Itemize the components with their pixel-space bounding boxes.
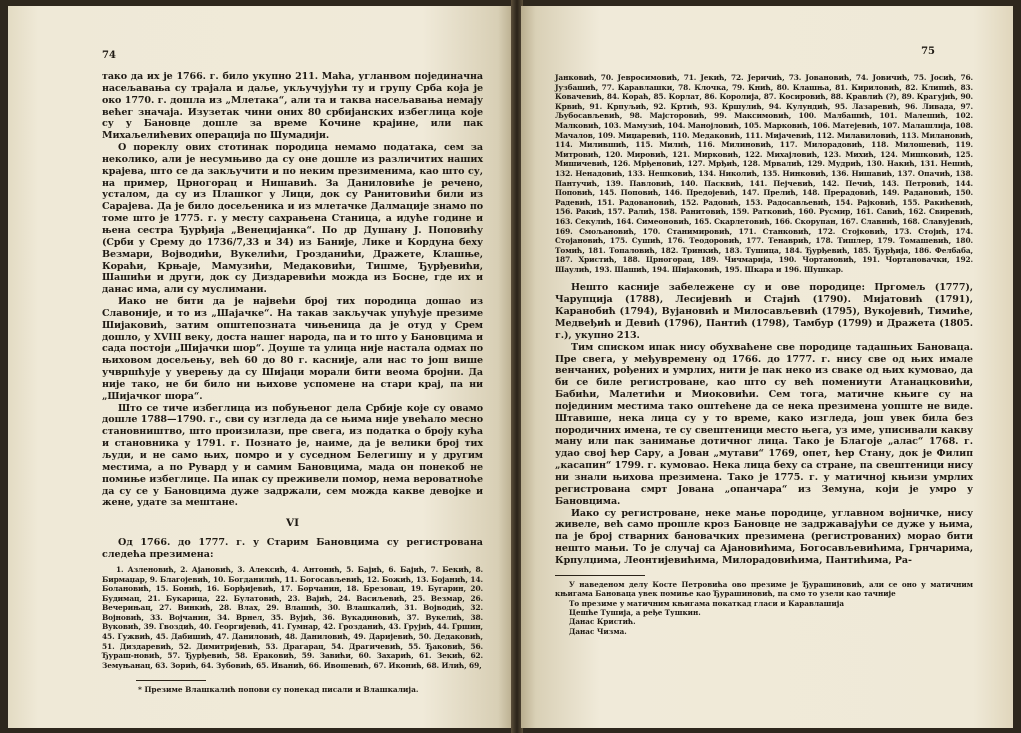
- footnote-divider-left: [136, 680, 206, 681]
- footnote-right-4: Данас Кристић.: [569, 617, 636, 627]
- footnote-right-3: Цешће Тушија, а ређе Тушкин.: [569, 607, 701, 617]
- right-paragraph-3: Иако су регистроване, неке мање породице, углавном војничке, нису живеле, већ само прошле кроз Бановце не задржавајући се дуже у њима, па је број стварних бановачких презимена (регистрованих) морао бити нешто мањи. То је случај са Ајановићима, Богосављевићима, Грнчарима, Крпулџима, Леонтијевићима, Милорадовићима, Пантићима, Ра-: [555, 507, 973, 566]
- surname-list: 1. Азленовић, 2. Ајановић, 3. Алексић, 4. Антонић, 5. Бајић, 6. Бајић, 7. Бекић, 8. Бирмаџар, 9. Благојевић, 10. Богданилић, 11. Богосављевић, 12. Божић, 13. Бојанић, 14. Болановић, 15. Бонић, 16. Борђијевић, 17. Борчанин, 18. Брезовац, 19. Бугарин, 20. Будимац, 21. Букарица, 22. Булатовић, 23. Вајић, 24. Васиљевић, 25. Везмар, 26. Вечерињац, 27. Винкић, 28. Влах, 29. Влашић, 30. Влашкалић, 31. Војводић, 32. Војновић, 33. Војчанин, 34. Врнел, 35. Вујић, 36. Вукадиновић, 37. Вукелић, 38. Вуковић, 39. Гвоздић, 40. Георгијевић, 41. Гумнар, 42. Грозданић, 43. Грујић, 44. Гршин, 45. Гужвић, 45. Дабишић, 47. Даниловић, 48. Даниловић, 49. Даријевић, 50. Дедаковић, 51. Диздаревић, 52. Димитријевић, 53. Драгарац, 54. Драгичевић, 55. Ђаковић, 56. Ђураш-новић, 57. Ђурђевић, 58. Ераковић, 59. Завићи, 60. Захарић, 61. Зекић, 62. Земуњанац, 63. Зорић, 64. Зубовић, 65. Иванић, 66. Ивошевић, 67. Иконић, 68. Илић, 69,: [102, 564, 483, 670]
- section-intro: Од 1766. до 1777. г. у Старим Бановцима су регистрована следећа презимена:: [102, 537, 483, 561]
- footnote-divider-right: [555, 575, 645, 576]
- footnote-left: * Презиме Влашкалић попови су понекад писали и Влашкалија.: [138, 685, 419, 695]
- left-paragraph-4: Што се тиче избеглица из побуњеног дела Србије које су овамо дошле 1788—1790. г., сви су изгледа да се њима није увећало месно становништво, што произилази, пре свега, из податка о броју кућа и становника у 1791. г. Познато је, наиме, да је велики број тих људи, и не само њих, помро и у суседном Белегишу и у другим местима, а по Рувард у и самим Бановцима, мада он понекоб не помиње избеглице. Па ипак су преживели помор, нема вероватноће да су се у Бановцима дуже задржали, сем можда какве девојке и жене, удате за мештане.: [102, 402, 483, 509]
- right-body: [555, 282, 973, 566]
- footnotes-right: [555, 580, 973, 636]
- left-page: [8, 6, 513, 728]
- footnote-right-1: У наведеном делу Косте Петровића ово презиме је Ђурашиновић, али се оно у матичним књигама Бановаца увек помиње као Ђурашиновић, па смо то узели као тачније: [555, 579, 973, 599]
- left-body: [102, 71, 483, 509]
- right-page: [521, 6, 1013, 728]
- surname-list-continued: Јанковић, 70. Јевросимовић, 71. Јекић, 72. Јеричић, 73. Јовановић, 74. Јовичић, 75. Јосић, 76. Јузбашић, 77. Каравлашки, 78. Клочка, 79. Кнић, 80. Клашња, 81. Кириловић, 82. Клипић, 83. Ковачевић, 84. Кораћ, 85. Корлат, 86. Королија, 87. Косировић, 88. Кравлић (?), 89. Крагујић, 90. Крвић, 91. Крпуљић, 92. Кртић, 93. Кршулић, 94. Кулундић, 95. Лазаревић, 96. Ливада, 97. Љубосављевић, 98. Мајсторовић, 99. Максимовић, 100. Малбашић, 101. Малешић, 102. Малковић, 103. Мамузић, 104. Манојловић, 105. Марковић, 106. Матејевић, 107. Малашлија, 108. Мачалов, 109. Миџаревић, 110. Медаковић, 111. Мијачевић, 112. Милавиловић, 113. Милановић, 114. Милившић, 115. Милић, 116. Милиновић, 117. Милорадовић, 118. Милошевић, 119. Митровић, 120. Мировић, 121. Мирковић, 122. Михајловић, 123. Михић, 124. Мишковић, 125. Мишичевић, 126. Мрђеновић, 127. Мрђић, 128. Мрвалић, 129. Мудрић, 130. Накић, 131. Нешић, 132. Ненадовић, 133. Нешковић, 134. Николић, 135. Нинковић, 136. Нишавић, 137. Опачић, 138. Пантучић, 139. Павловић, 140. Пасквић, 141. Пејчевић, 142. Печић, 143. Петровић, 144. Поповић, 145. Поповић, 146. Предојевић, 147. Прелић, 148. Прерадовић, 149. Радановић, 150. Радевић, 151. Радовановић, 152. Радовић, 153. Радосављевић, 154. Рајковић, 155. Ракићевић, 156. Ракић, 157. Ралић, 158. Ранитовић, 159. Ратковић, 160. Русмир, 161. Савић, 162. Свиревић, 163. Секулић, 164. Симеоновић, 165. Скарлетовић, 166. Скорупан, 167. Славнић, 168. Славујевић, 169. Смољановић, 170. Станимировић, 171. Станковић, 172. Стојковић, 173. Стојић, 174. Стојановић, 175. Сушић, 176. Теодоровић, 177. Тенаврић, 178. Тишлер, 179. Томашевић, 180. Томић, 181. Топаловић, 182. Тринкић, 183. Тушица, 184. Ђурђевић, 185. Ђурђија, 186. Фелбаба, 187. Христић, 188. Црногорац, 189. Чичмарија, 190. Чортановић, 191. Чортановачки, 192. Шаулић, 193. Шашић, 194. Шијаковић, 195. Шкара и 196. Шушкар.: [555, 73, 973, 274]
- page-number-right: 75: [921, 46, 935, 57]
- page-number-left: 74: [102, 50, 116, 61]
- right-paragraph-2: Тим списком ипак нису обухваћене све породице тадашњих Бановаца. Пре свега, у међувремену од 1766. до 1777. г. нису све од њих имале венчаних, рођених и умрлих, нити је пак неко из сваке од њих кумовао, да би се биле регистроване, као што су већ помениути Атанацковићи, Бабићи, Малетићи и Миоковићи. Сем тога, матичне књиге су на појединим местима тако оштећене да се нека презимена уопште не виде. Штавише, нека лица су у то време, како изгледа, још увек била без породичних имена, те су свештеници место њега, уз име, уписивали какву ману или пак занимање дотичног лица. Тако је Благоје „алас“ 1768. г. удао свој ћер Сару, а Јован „мутави“ 1769, опет, ћер Стану, док је Филип „касапин“ 1799. г. кумовао. Нека лица беху са стране, па свештеници нису ни знали њихова презимена. Тако је 1775. г. у матичној књизи умрлих регистрована смрт Јована „опанчара“ из Земуна, који је умро у Бановцима.: [555, 341, 973, 507]
- left-paragraph-3: Иако не бити да је највећи број тих породица дошао из Славоније, и то из „Шајачке“. На такав закључак упућује презиме Шијаковић, затим општепозната чињеница да је отуд у Срем дошло, у XVIII веку, доста нашег народа, па и то што у Бановцима и сада постоји „Шијачки шор“. Доуше та улица није настала одмах по њиховом досељењу, већ 60 до 80 г. касније, али нас то још више учвршћује у уверењу да су Шијаци морали бити веома бројни. Да није тако, не би било ни њихове успомене на стари крај, па ни „Шијачког шора“.: [102, 296, 483, 402]
- footnote-right-5: Данас Чизма.: [569, 626, 627, 636]
- left-paragraph-1: тако да их је 1766. г. било укупно 211. Маћа, угланвом појединачна насељавања су трајала и даље, укључујући ту и групу Срба која је око 1770. г. дошла из „Млетака“, али та и таква насељавања немају већег значаја. Изузетак чини оних 80 србијанских избеглица које су у Бановце дошле за време Кочине крајине, или пак Михаљелићевих операција по Шумадији.: [102, 71, 483, 142]
- section-heading: VI: [285, 517, 300, 530]
- left-paragraph-2: О пореклу ових стотинак породица немамо података, сем за неколико, али је несумњиво да су оне дошле из различитих наших крајева, што се да закључити и по неким презименима, као што су, на пример, Црногорац и Нишавић. За Даниловиће је речено, усталом, да су из Плашког у Лици, док су Ранитовићи били из Сарајева. Да је било досељеника и из млетачке Далмације знамо по томе што је 1775. г. у месту сахрањена Станица, а идуће године и њена сестра Ђурђија „Венецијанка“. По др Душану Ј. Поповићу (Срби у Срему до 1736/7,33 и 34) из Баније, Лике и Кордуна беху Везмари, Војводићи, Вукелићи, Грозданићи, Дражете, Клашње, Кораћи, Крњаје, Мамузићи, Медаковићи, Тишме, Ђурђевићи, Шашићи и други, док су Диздаревићи можда из Босне, где их и данас има, али су муслимани.: [102, 142, 483, 296]
- footnote-right-2: То презиме у матичним књигама покаткад гласи и Каравлашија: [569, 598, 844, 608]
- right-paragraph-1: Нешто касније забележене су и ове породице: Пргомељ (1777), Чарупција (1788), Лесијевић и Стајић (1790). Мијатовић (1791), Каранобић (1794), Вујановић и Милосављевић (1795), Вукојевић, Тимиће, Медвеђић и Девић (1796), Пантић (1798), Тамбур (1799) и Дражета (1805. г.), укупно 213.: [555, 282, 973, 341]
